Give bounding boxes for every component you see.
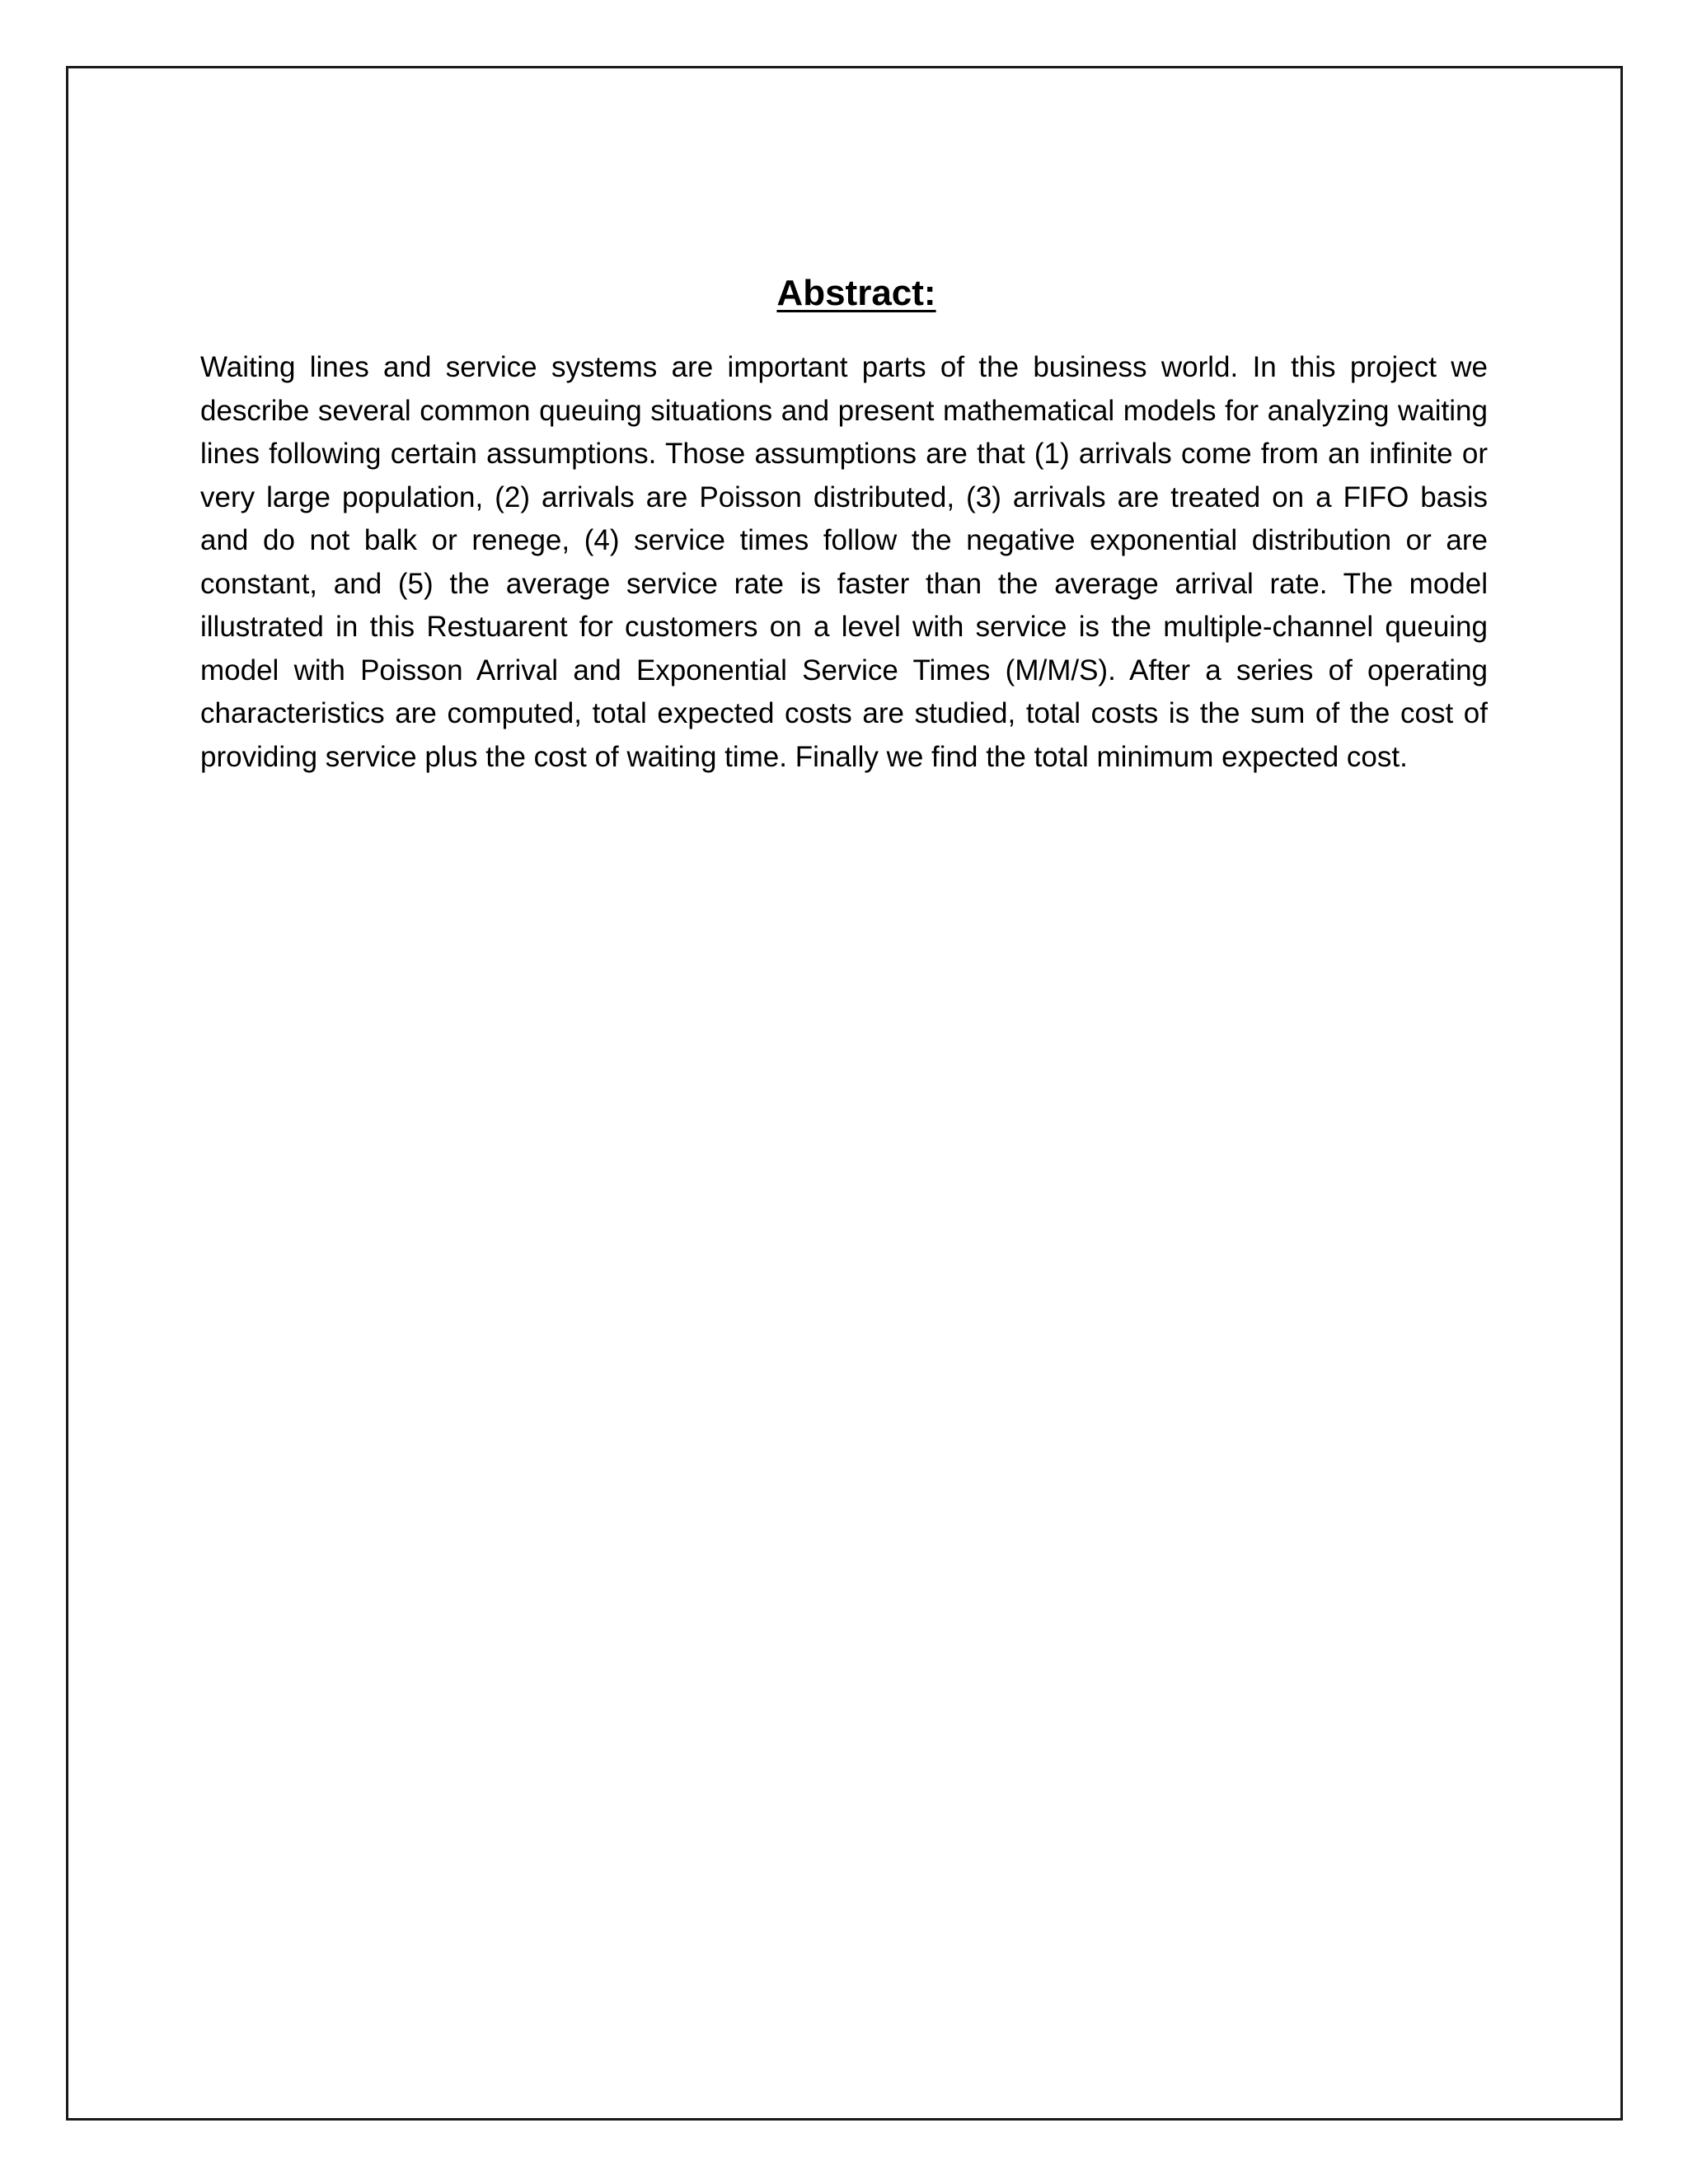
abstract-heading: Abstract: [776,273,936,313]
abstract-paragraph: Waiting lines and service systems are important parts of the business world. In this project we describe several common queuing situations and present mathematical models for analyzing waiting lines following certain assumptions. Those assumptions are that (1) arrivals come from an infinite or very large population, (2) arrivals are Poisson distributed, (3) arrivals are treated on a FIFO basis and do not balk or renege, (4) service times follow the negative exponential distribution or are constant, and (5) the average service rate is faster than the average arrival rate. The model illustrated in this Restuarent for customers on a level with service is the multiple-channel queuing model with Poisson Arrival and Exponential Service Times (M/M/S). After a series of operating characteristics are computed, total expected costs are studied, total costs is the sum of the cost of providing service plus the cost of waiting time. Finally we find the total minimum expected cost. [200,351,1488,773]
